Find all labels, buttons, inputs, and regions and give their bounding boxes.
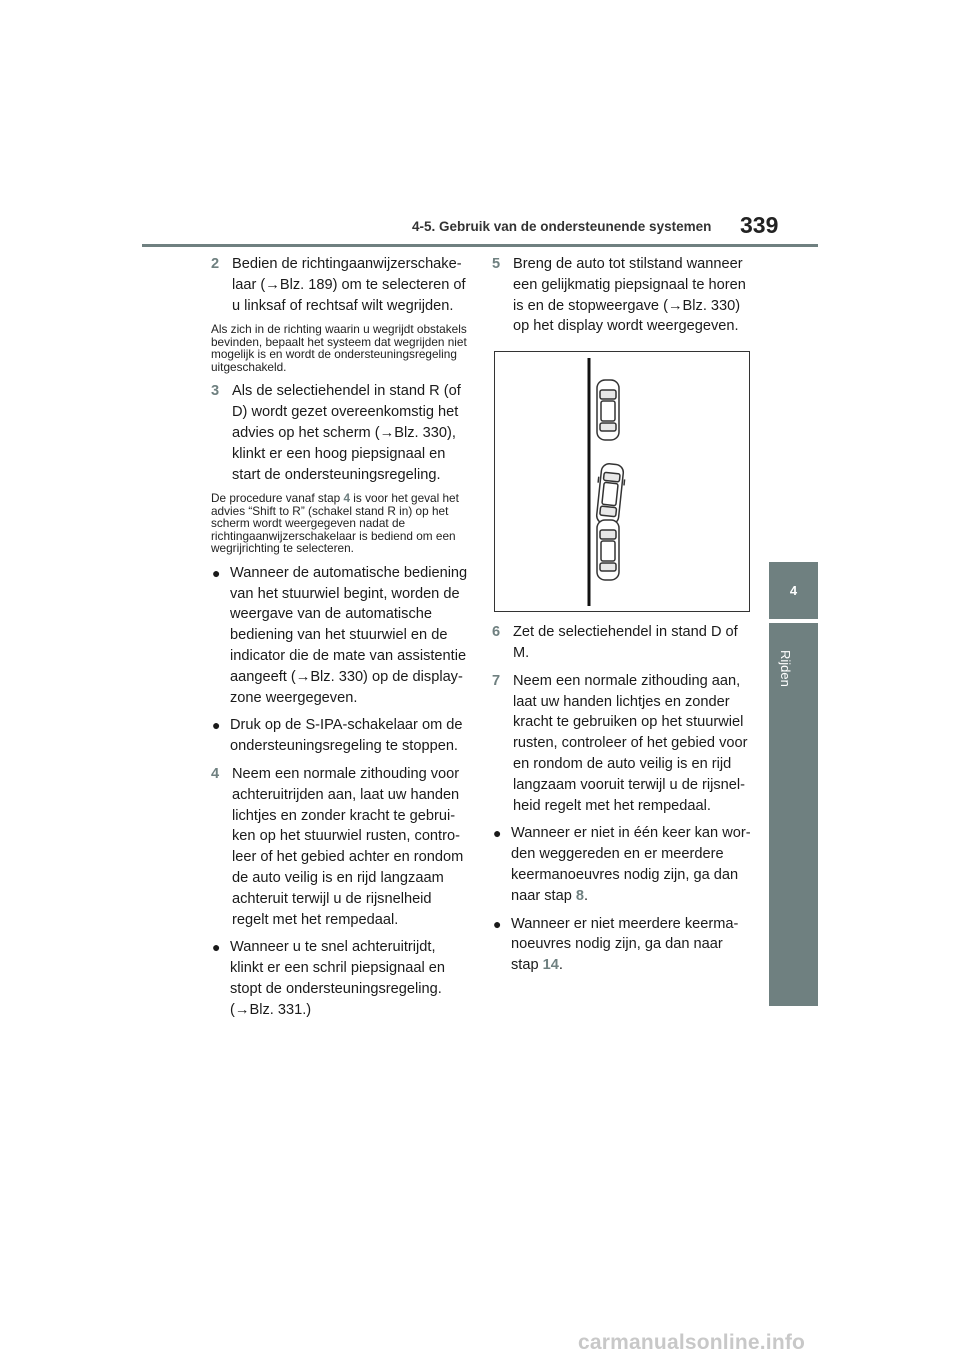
- note: De procedure vanaf stap 4 is voor het geval het advies “Shift to R” (schakel stand R in) op het scherm wordt weergegeven nadat de richtingaanwijzerschakelaar is bediend om een wegrijrichting te selecteren.: [211, 491, 459, 556]
- parked-car-front: [597, 380, 619, 440]
- bullet-icon: ●: [493, 825, 502, 842]
- page-number: 339: [740, 212, 779, 238]
- section-title: 4-5. Gebruik van de ondersteunende systemen: [412, 219, 712, 234]
- right-column: [492, 254, 754, 983]
- step-reference: 8: [575, 887, 585, 904]
- step-number: 4: [211, 766, 220, 783]
- bullet-item: ● Wanneer de automatische bediening van het stuurwiel begint, worden de weergave van de automatische bediening van het stuurwiel en de indicator die de mate van assistentie aangeeft (→Blz. 330) op de displayzone weergegeven.: [212, 564, 468, 706]
- parked-cars-diagram-icon: [495, 352, 749, 611]
- bullet-item: ● Wanneer er niet in één keer kan worden weggereden en er meerdere keermanoeuvres nodig zijn, ga dan naar stap 8.: [493, 825, 751, 904]
- step-4: 4 Neem een normale zithouding voor achteruitrijden aan, laat uw handen lichtjes en zonder kracht te gebruiken op het stuurwiel rusten, controleer of het gebied achter en rondom de auto veilig is en rijd langzaam achteruit terwijl u de rijsnelheid regelt met het rempedaal.: [211, 766, 464, 928]
- bullet-item: ● Wanneer u te snel achteruitrijdt, klinkt er een schril piepsignaal en stopt de ondersteuningsregeling. (→Blz. 331.): [212, 939, 445, 1018]
- bullet-icon: ●: [212, 717, 221, 734]
- step-number: 5: [492, 256, 501, 272]
- step-3: 3 Als de selectiehendel in stand R (of D) wordt gezet overeenkomstig het advies op het scherm (→Blz. 330), klinkt er een hoog piepsignaal en start de ondersteuningsregeling.: [211, 383, 461, 483]
- bullet-item: ● Druk op de S-IPA-schakelaar om de ondersteuningsregeling te stoppen.: [212, 717, 463, 755]
- step-number: 2: [211, 256, 220, 272]
- parked-car-rear: [597, 520, 619, 580]
- header-rule: [142, 244, 818, 247]
- step-reference: 4: [343, 491, 351, 506]
- arrow-icon: →: [234, 1001, 250, 1018]
- note: Als zich in de richting waarin u wegrijdt obstakels bevinden, bepaalt het systeem dat wegrijden niet mogelijk is en wordt de ondersteuningsregeling uitgeschakeld.: [211, 322, 467, 374]
- step-6: 6 Zet de selectiehendel in stand D of M.: [492, 624, 738, 661]
- chapter-bar: [769, 623, 818, 1006]
- own-car: [594, 463, 626, 525]
- step-number: 7: [492, 672, 501, 689]
- arrow-icon: →: [379, 424, 395, 441]
- arrow-icon: →: [667, 297, 683, 314]
- parking-illustration: [494, 351, 750, 612]
- step-7: 7 Neem een normale zithouding aan, laat uw handen lichtjes en zonder kracht te gebruiken op het stuurwiel rusten, controleer of het gebied voor en rondom de auto veilig is en rijd langzaam vooruit terwijl u de rijsnelheid regelt met het rempedaal.: [492, 672, 748, 814]
- arrow-icon: →: [295, 668, 311, 685]
- step-2: 2 Bedien de richtingaanwijzerschakelaar (→Blz. 189) om te selecteren of u linksaf of rechtsaf wilt wegrijden.: [211, 256, 466, 314]
- bullet-icon: ●: [493, 915, 502, 932]
- arrow-icon: →: [265, 276, 280, 293]
- chapter-label: Rijden: [778, 650, 793, 687]
- chapter-number: 4: [789, 583, 798, 598]
- bullet-item: ● Wanneer er niet meerdere keermanoeuvres nodig zijn, ga dan naar stap 14.: [493, 915, 739, 974]
- bullet-icon: ●: [212, 564, 221, 581]
- left-column: [211, 254, 469, 1028]
- watermark: carmanualsonline.info: [578, 1331, 806, 1354]
- step-number: 3: [211, 383, 220, 400]
- step-number: 6: [492, 624, 501, 641]
- bullet-icon: ●: [212, 939, 221, 956]
- step-reference: 14: [542, 957, 559, 974]
- step-5: 5 Breng de auto tot stilstand wanneer een gelijkmatig piepsignaal te horen is en de stopweergave (→Blz. 330) op het display wordt weergegeven.: [492, 256, 746, 335]
- chapter-tab[interactable]: [769, 562, 818, 619]
